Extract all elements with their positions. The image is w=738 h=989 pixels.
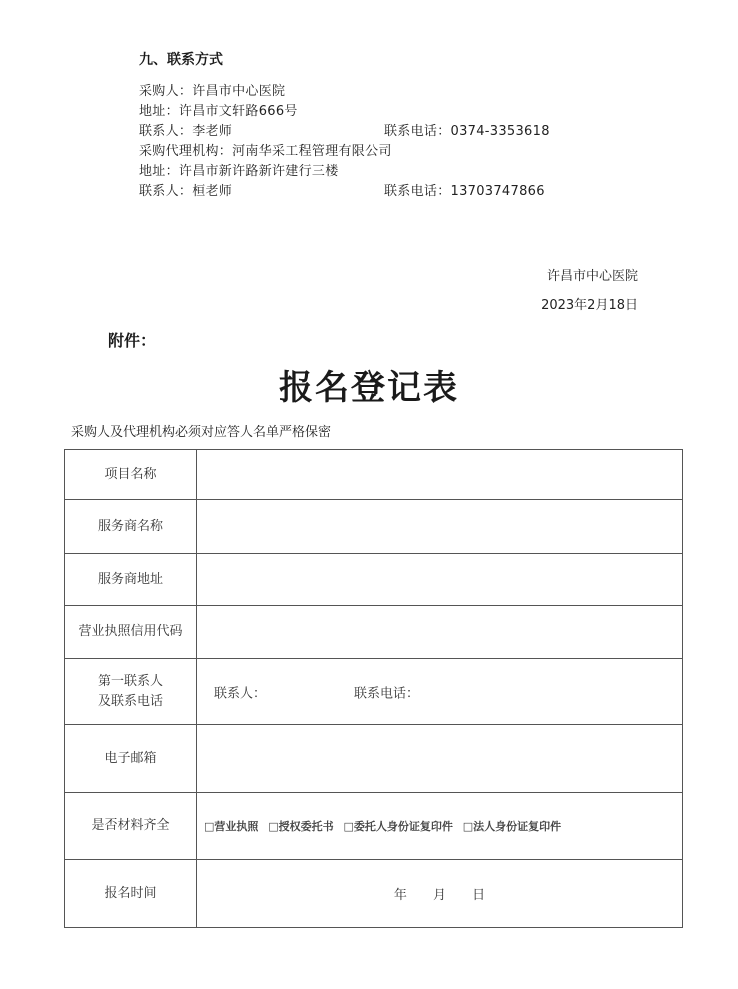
label-project-name: 项目名称: [65, 450, 197, 500]
table-row: [65, 554, 683, 606]
value-provider-address[interactable]: [197, 554, 683, 606]
agency-line: 采购代理机构：河南华采工程管理有限公司: [139, 144, 392, 159]
checkbox-legal-rep-id-copy[interactable]: □法人身份证复印件: [462, 820, 562, 833]
value-credit-code[interactable]: [197, 606, 683, 659]
value-first-contact[interactable]: [197, 659, 683, 725]
label-first-contact-line1: 第一联系人: [97, 673, 163, 689]
purchaser-address-line: 地址：许昌市文轩路666号: [139, 104, 298, 119]
section-title: 九、联系方式: [139, 52, 223, 68]
form-title: 报名登记表: [279, 368, 459, 408]
value-project-name[interactable]: [197, 450, 683, 500]
checkbox-agent-id-copy[interactable]: □委托人身份证复印件: [343, 820, 453, 833]
label-credit-code: 营业执照信用代码: [65, 606, 197, 659]
table-row: [65, 659, 683, 725]
table-row: [65, 793, 683, 860]
agency-phone-line: 联系电话：13703747866: [384, 184, 545, 199]
agency-address-line: 地址：许昌市新许路新许建行三楼: [139, 164, 339, 179]
purchaser-contact-line: 联系人：李老师: [139, 124, 233, 139]
year-label: 年: [393, 888, 407, 903]
purchaser-line: 采购人：许昌市中心医院: [139, 84, 286, 99]
label-materials: 是否材料齐全: [65, 793, 197, 860]
signature-org: 许昌市中心医院: [546, 269, 638, 284]
contact-phone-label: 联系电话：: [354, 686, 420, 701]
checkbox-business-license[interactable]: □营业执照: [204, 820, 259, 833]
table-row: [65, 725, 683, 793]
checkbox-authorization-letter[interactable]: □授权委托书: [268, 820, 334, 833]
purchaser-phone-line: 联系电话：0374-3353618: [384, 124, 550, 139]
table-row: [65, 450, 683, 500]
value-email[interactable]: [197, 725, 683, 793]
materials-checklist: [197, 793, 683, 860]
table-row: [65, 860, 683, 928]
label-provider-address: 服务商地址: [65, 554, 197, 606]
value-provider-name[interactable]: [197, 500, 683, 554]
contact-person-label: 联系人：: [214, 686, 267, 701]
label-email: 电子邮箱: [65, 725, 197, 793]
label-first-contact-line2: 及联系电话: [97, 693, 163, 709]
label-first-contact: [65, 659, 197, 725]
signature-date: 2023年2月18日: [541, 298, 638, 313]
day-label: 日: [472, 888, 486, 903]
value-reg-time[interactable]: [197, 860, 683, 928]
confidential-notice: 采购人及代理机构必须对应答人名单严格保密: [71, 425, 332, 440]
attachment-label: 附件：: [108, 331, 157, 350]
month-label: 月: [432, 888, 446, 903]
registration-table: [64, 449, 683, 928]
table-row: [65, 606, 683, 659]
label-reg-time: 报名时间: [65, 860, 197, 928]
label-provider-name: 服务商名称: [65, 500, 197, 554]
table-row: [65, 500, 683, 554]
agency-contact-line: 联系人：桓老师: [139, 184, 233, 199]
